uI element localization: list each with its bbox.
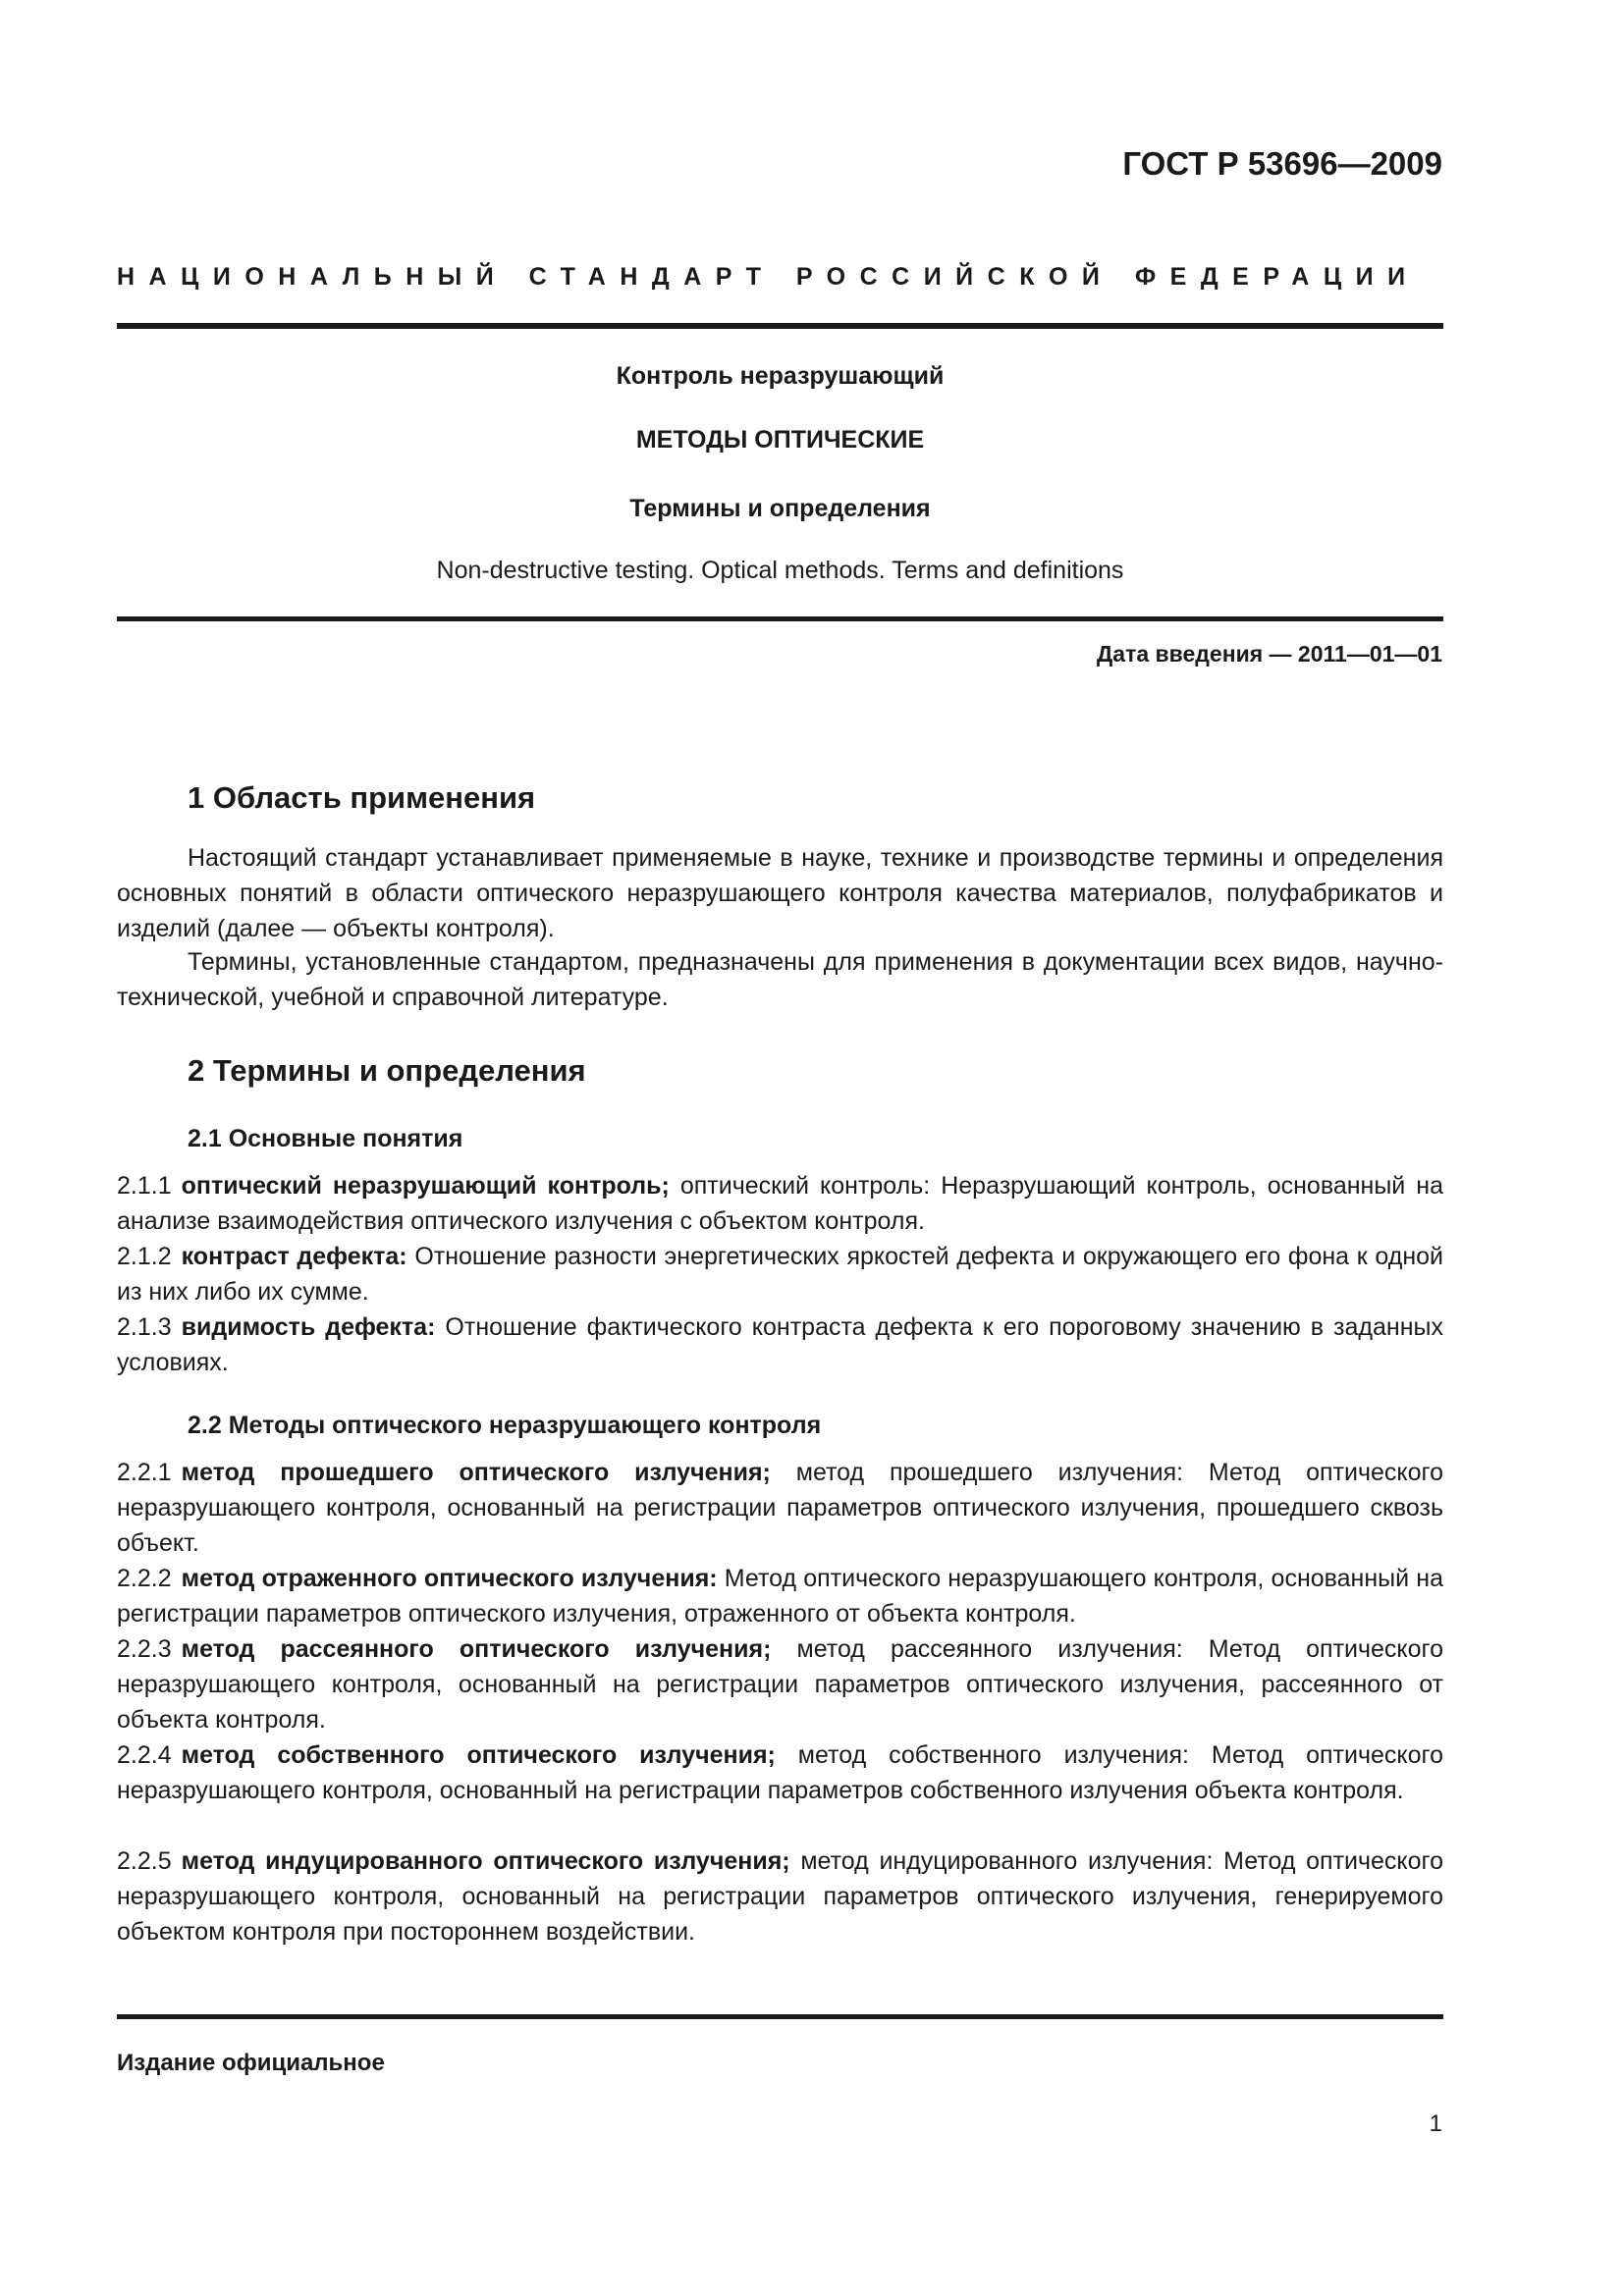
term-number: 2.2.4 bbox=[117, 1741, 172, 1769]
section-heading-terms: 2 Термины и определения bbox=[188, 1053, 586, 1088]
term-entry bbox=[117, 1631, 1443, 1737]
subsection-heading-basic-concepts: 2.1 Основные понятия bbox=[188, 1125, 463, 1152]
document-number: ГОСТ Р 53696—2009 bbox=[1122, 145, 1442, 182]
divider-title bbox=[117, 616, 1443, 621]
title-english: Non-destructive testing. Optical methods. Terms and definitions bbox=[436, 557, 1124, 584]
term-number: 2.2.2 bbox=[117, 1565, 172, 1592]
divider-footer bbox=[117, 2014, 1443, 2019]
term-number: 2.1.3 bbox=[117, 1313, 172, 1341]
scope-paragraph: Термины, установленные стандартом, предназначены для применения в документации всех видов, научно-технической, учебной и справочной литературе. bbox=[117, 948, 1443, 1011]
term-definition: метод собственного излучения: Метод оптического неразрушающего контроля, основанный на регистрации параметров собственного излучения объекта контроля. bbox=[117, 1741, 1443, 1804]
term-name: контраст дефекта: bbox=[181, 1243, 407, 1270]
subsection-heading-methods: 2.2 Методы оптического неразрушающего контроля bbox=[188, 1412, 822, 1439]
term-entry bbox=[117, 1239, 1443, 1309]
national-standard-banner: НАЦИОНАЛЬНЫЙ СТАНДАРТ РОССИЙСКОЙ ФЕДЕРАЦИИ bbox=[117, 263, 1420, 291]
term-definition: оптический контроль: Неразрушающий контроль, основанный на анализе взаимодействия оптического излучения с объектом контроля. bbox=[117, 1172, 1443, 1235]
term-number: 2.1.1 bbox=[117, 1172, 172, 1200]
term-definition: метод индуцированного излучения: Метод оптического неразрушающего контроля, основанный на регистрации параметров оптического излучения, генерируемого объектом контроля при постороннем воздействии. bbox=[117, 1847, 1444, 1946]
term-entry bbox=[117, 1309, 1443, 1380]
term-entry bbox=[117, 1561, 1443, 1631]
title-subtitle: Контроль неразрушающий bbox=[616, 362, 945, 390]
term-definition: Отношение фактического контраста дефекта к его пороговому значению в заданных условиях. bbox=[117, 1313, 1443, 1376]
term-name: видимость дефекта: bbox=[181, 1313, 436, 1341]
term-number: 2.2.5 bbox=[117, 1847, 172, 1875]
divider-top bbox=[117, 323, 1443, 329]
scope-paragraph: Настоящий стандарт устанавливает применяемые в науке, технике и производстве термины и определения основных понятий в области оптического неразрушающего контроля качества материалов, полуфабрикатов и изделий (далее — объекты контроля). bbox=[117, 844, 1443, 942]
term-definition: метод рассеянного излучения: Метод оптического неразрушающего контроля, основанный на регистрации параметров оптического излучения, рассеянного от объекта контроля. bbox=[117, 1635, 1444, 1734]
section-heading-scope: 1 Область применения bbox=[188, 780, 536, 815]
term-name: метод прошедшего оптического излучения; bbox=[181, 1459, 771, 1486]
term-entry bbox=[117, 1737, 1443, 1808]
term-number: 2.1.2 bbox=[117, 1243, 172, 1270]
term-name: оптический неразрушающий контроль; bbox=[181, 1172, 670, 1200]
term-entry bbox=[117, 1168, 1443, 1239]
term-entry bbox=[117, 1843, 1443, 1949]
term-number: 2.2.1 bbox=[117, 1459, 172, 1486]
term-number: 2.2.3 bbox=[117, 1635, 172, 1663]
term-definition: Метод оптического неразрушающего контроля, основанный на регистрации параметров оптического излучения, отраженного от объекта контроля. bbox=[117, 1565, 1443, 1628]
page-title: МЕТОДЫ ОПТИЧЕСКИЕ bbox=[635, 426, 925, 454]
term-name: метод собственного оптического излучения; bbox=[181, 1741, 776, 1769]
term-definition: метод прошедшего излучения: Метод оптического неразрушающего контроля, основанный на регистрации параметров оптического излучения, прошедшего сквозь объект. bbox=[117, 1459, 1443, 1557]
page-number: 1 bbox=[1429, 2110, 1442, 2137]
term-name: метод отраженного оптического излучения: bbox=[181, 1565, 718, 1592]
title-terms: Термины и определения bbox=[629, 495, 931, 522]
official-edition-label: Издание официальное bbox=[117, 2050, 385, 2076]
term-entry bbox=[117, 1455, 1443, 1561]
term-name: метод индуцированного оптического излучения; bbox=[181, 1847, 790, 1875]
introduction-date: Дата введения — 2011—01—01 bbox=[1096, 641, 1442, 667]
term-definition: Отношение разности энергетических яркостей дефекта и окружающего его фона к одной из них либо их сумме. bbox=[117, 1243, 1443, 1306]
term-name: метод рассеянного оптического излучения; bbox=[181, 1635, 772, 1663]
